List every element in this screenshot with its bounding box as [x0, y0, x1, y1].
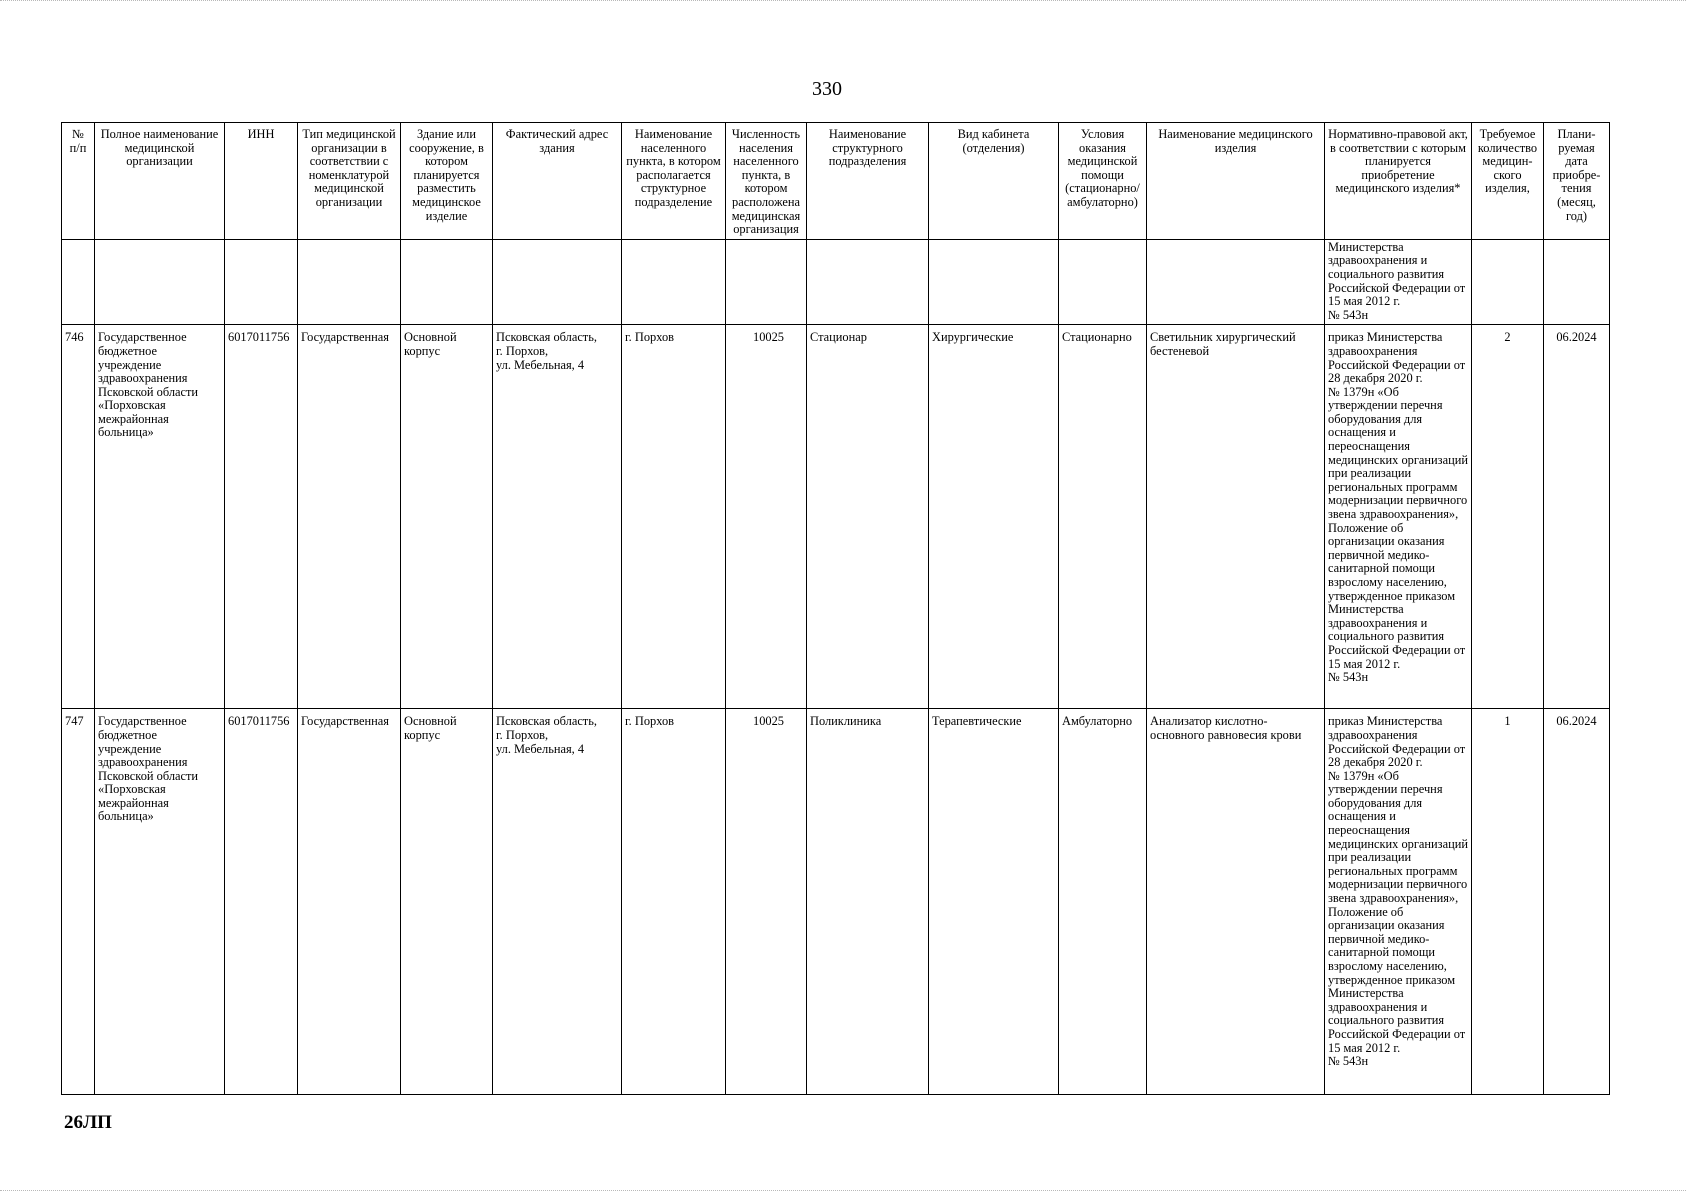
inn-cell: 6017011756: [225, 325, 298, 709]
row-number-cell: 747: [62, 709, 95, 1095]
locality-cell: г. Порхов: [622, 709, 726, 1095]
quantity-cell: 2: [1472, 325, 1544, 709]
table-row: [62, 325, 1610, 709]
legal-act-cell: приказ Министерства здравоохранения Российской Федерации от 28 декабря 2020 г. № 1379н «Об утверждении перечня оборудования для оснащения и переоснащения медицинских организаций при реализации региональных программ модернизации первичного звена здравоохранения», Положение об организации оказания первичной медико-санитарной помощи взрослому населению, утвержденное приказом Министерства здравоохранения и социального развития Российской Федерации от 15 мая 2012 г. № 543н: [1325, 325, 1472, 709]
legal-act-cell: приказ Министерства здравоохранения Российской Федерации от 28 декабря 2020 г. № 1379н «Об утверждении перечня оборудования для оснащения и переоснащения медицинских организаций при реализации региональных программ модернизации первичного звена здравоохранения», Положение об организации оказания первичной медико-санитарной помощи взрослому населению, утвержденное приказом Министерства здравоохранения и социального развития Российской Федерации от 15 мая 2012 г. № 543н: [1325, 709, 1472, 1095]
header-cell-act: Нормативно-правовой акт, в соответствии с которым планируется приобретение медицинского изделия*: [1325, 123, 1472, 240]
conditions-cell: Амбулаторно: [1059, 709, 1147, 1095]
header-cell-conditions: Условия оказания медицинской помощи (стационарно/ амбулаторно): [1059, 123, 1147, 240]
header-cell-date: Плани-руемая дата приобре-тения (месяц, год): [1544, 123, 1610, 240]
scan-edge-top: [0, 0, 1686, 5]
table-row: [62, 709, 1610, 1095]
org-type-cell: Государственная: [298, 325, 401, 709]
header-cell-locality: Наименование населенного пункта, в котором располагается структурное подразделение: [622, 123, 726, 240]
device-cell: Анализатор кислотно-основного равновесия крови: [1147, 709, 1325, 1095]
address-cell: Псковская область, г. Порхов, ул. Мебельная, 4: [493, 325, 622, 709]
division-cell: Стационар: [807, 325, 929, 709]
header-cell-population: Численность населения населенного пункта, в котором расположена медицинская организация: [726, 123, 807, 240]
header-cell-device: Наименование медицинского изделия: [1147, 123, 1325, 240]
table-cell: [622, 239, 726, 325]
planned-date-cell: 06.2024: [1544, 709, 1610, 1095]
org-name-cell: Государственное бюджетное учреждение здравоохранения Псковской области «Порховская межрайонная больница»: [95, 325, 225, 709]
header-cell-division: Наименование структурного подразделения: [807, 123, 929, 240]
header-cell-org: Полное наименование медицинской организации: [95, 123, 225, 240]
scan-edge-bottom: [0, 1190, 1686, 1193]
conditions-cell: Стационарно: [1059, 325, 1147, 709]
header-cell-inn: ИНН: [225, 123, 298, 240]
table-cell: [929, 239, 1059, 325]
planned-date-cell: 06.2024: [1544, 325, 1610, 709]
address-cell: Псковская область, г. Порхов, ул. Мебельная, 4: [493, 709, 622, 1095]
table-cell: [726, 239, 807, 325]
table-cell: [1544, 239, 1610, 325]
population-cell: 10025: [726, 709, 807, 1095]
act-continuation-cell: Министерства здравоохранения и социального развития Российской Федерации от 15 мая 2012 г. № 543н: [1325, 239, 1472, 325]
cabinet-cell: Терапевтические: [929, 709, 1059, 1095]
cabinet-cell: Хирургические: [929, 325, 1059, 709]
equipment-table: [61, 122, 1610, 1095]
division-cell: Поликлиника: [807, 709, 929, 1095]
quantity-cell: 1: [1472, 709, 1544, 1095]
header-cell-address: Фактический адрес здания: [493, 123, 622, 240]
header-row: [62, 123, 1610, 240]
table-cell: [62, 239, 95, 325]
population-cell: 10025: [726, 325, 807, 709]
footer-code: 26ЛП: [64, 1112, 112, 1133]
locality-cell: г. Порхов: [622, 325, 726, 709]
table-cell: [493, 239, 622, 325]
table-row-continuation: [62, 239, 1610, 325]
header-cell-building: Здание или сооружение, в котором планируется разместить медицинское изделие: [401, 123, 493, 240]
table-cell: [807, 239, 929, 325]
table-cell: [298, 239, 401, 325]
table-cell: [401, 239, 493, 325]
table-cell: [1472, 239, 1544, 325]
table-cell: [1147, 239, 1325, 325]
building-cell: Основной корпус: [401, 709, 493, 1095]
inn-cell: 6017011756: [225, 709, 298, 1095]
building-cell: Основной корпус: [401, 325, 493, 709]
table-cell: [95, 239, 225, 325]
header-cell-num: № п/п: [62, 123, 95, 240]
table-cell: [225, 239, 298, 325]
row-number-cell: 746: [62, 325, 95, 709]
page-number: 330: [812, 78, 842, 100]
header-cell-cabinet: Вид кабинета (отделения): [929, 123, 1059, 240]
header-cell-qty: Требуемое количество медицин-ского изделия,: [1472, 123, 1544, 240]
table-cell: [1059, 239, 1147, 325]
header-cell-type: Тип медицинской организации в соответствии с номенклатурой медицинской организации: [298, 123, 401, 240]
device-cell: Светильник хирургический бестеневой: [1147, 325, 1325, 709]
org-name-cell: Государственное бюджетное учреждение здравоохранения Псковской области «Порховская межрайонная больница»: [95, 709, 225, 1095]
org-type-cell: Государственная: [298, 709, 401, 1095]
